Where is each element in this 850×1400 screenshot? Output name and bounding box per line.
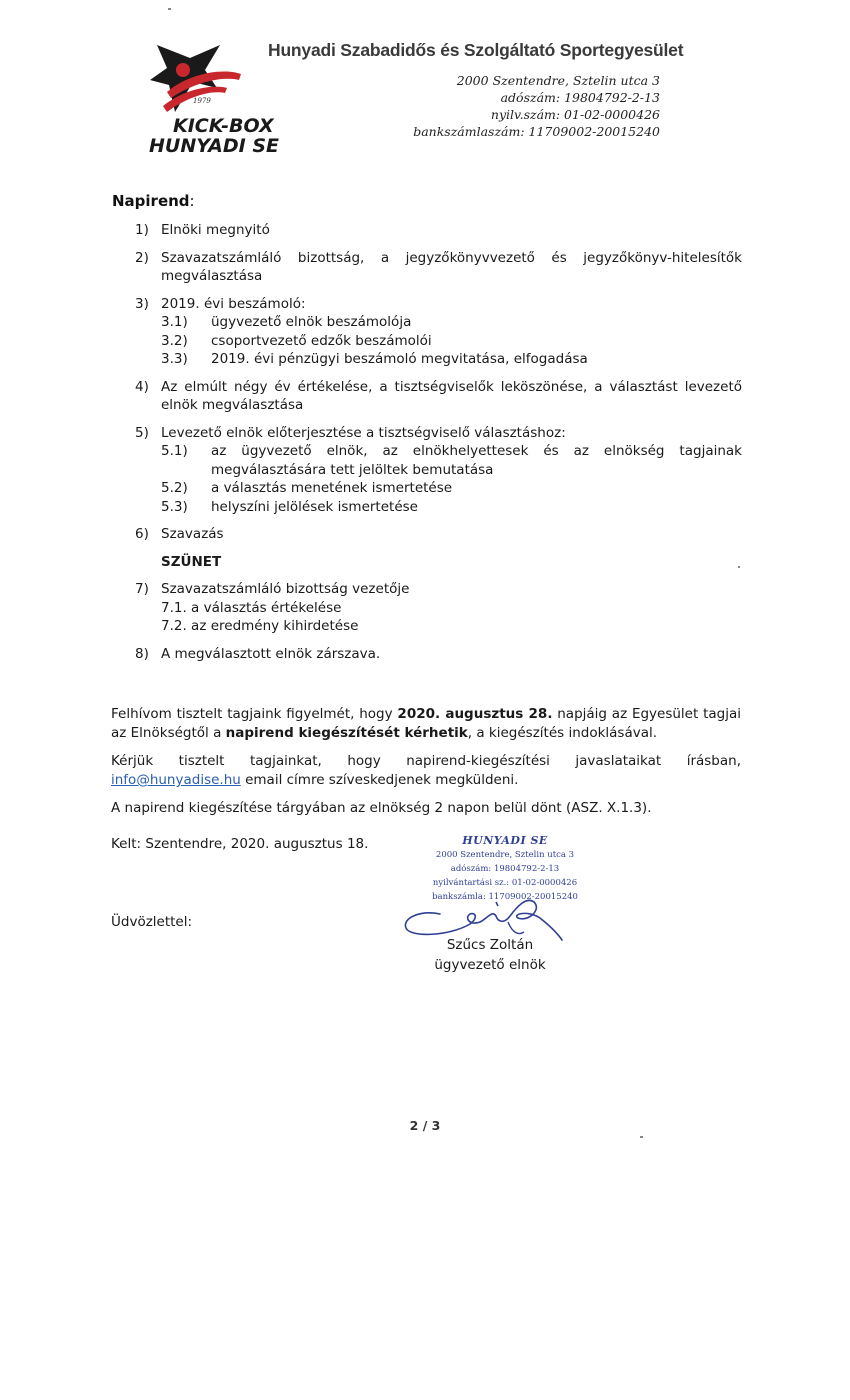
org-tax-number: adószám: 19804792-2-13	[500, 90, 660, 105]
agenda-subitem-number: 5.1)	[161, 443, 188, 459]
scan-speck	[168, 8, 171, 10]
agenda-subitem-text: helyszíni jelölések ismertetése	[211, 498, 418, 515]
stamp-line: 2000 Szentendre, Sztelin utca 3	[435, 850, 575, 860]
agenda-pause: SZÜNET	[161, 553, 222, 570]
agenda-subitem-text: a választás menetének ismertetése	[211, 480, 453, 496]
agenda-subitem-number: 5.2)	[161, 480, 188, 496]
blank-area	[0, 1155, 850, 1400]
agenda-subitem-number: 5.3)	[161, 498, 188, 515]
stamp-line: bankszámla: 11709002-20015240	[432, 892, 578, 902]
agenda-item	[135, 424, 742, 517]
org-registry: nyilv.szám: 01-02-0000426	[490, 107, 660, 122]
logo-line-2: HUNYADI SE	[149, 135, 279, 155]
agenda-title: Napirend	[112, 192, 190, 210]
agenda-subitem-text: az ügyvezető elnök, az elnökhelyettesek és az elnökség tagjainak megválasztására tett jelöltek bemutatása	[211, 443, 742, 478]
deadline-date: 2020. augusztus 28.	[397, 706, 553, 722]
agenda-item	[135, 580, 742, 636]
org-bank-account: bankszámlaszám: 11709002-20015240	[413, 124, 660, 139]
agenda-subitem	[161, 479, 742, 498]
club-logo	[145, 40, 285, 155]
agenda-item-text: Levezető elnök előterjesztése a tisztségviselő választáshoz:	[161, 424, 566, 441]
org-address: 2000 Szentendre, Sztelin utca 3	[456, 73, 660, 88]
signer-title: ügyvezető elnök	[434, 957, 546, 973]
organization-info	[413, 72, 660, 140]
stamp-title: HUNYADI SE	[462, 834, 548, 847]
stamp-line: adószám: 19804792-2-13	[450, 864, 560, 874]
agenda-item	[135, 295, 742, 369]
agenda-item	[135, 378, 742, 415]
stamp-line: nyilvántartási sz.: 01-02-0000426	[432, 878, 578, 888]
agenda-item-number: 8)	[135, 645, 149, 662]
page-number: 2 / 3	[409, 1118, 441, 1133]
kickbox-logo-icon	[145, 40, 285, 155]
dated-line: Kelt: Szentendre, 2020. augusztus 18.	[111, 836, 369, 852]
agenda-list	[135, 221, 742, 672]
agenda-item-number: 6)	[135, 526, 149, 542]
text-run: , a kiegészítés indoklásával.	[467, 725, 658, 741]
agenda-item	[135, 221, 742, 240]
agenda-subitem-text: ügyvezető elnök beszámolója	[211, 314, 412, 330]
agenda-subitem-number: 3.3)	[161, 351, 188, 367]
agenda-item-number: 3)	[135, 295, 149, 312]
notice-body	[111, 705, 741, 827]
agenda-subitem	[161, 442, 742, 479]
agenda-item-text: A megválasztott elnök zárszava.	[161, 645, 381, 662]
greeting: Üdvözlettel:	[111, 914, 193, 930]
agenda-item-number: 5)	[135, 424, 149, 441]
agenda-item-number: 4)	[135, 378, 149, 395]
agenda-item-number: 7)	[135, 581, 149, 597]
agenda-heading	[112, 192, 195, 210]
organization-name: Hunyadi Szabadidős és Szolgáltató Sportegyesület	[268, 40, 684, 60]
text-run: email címre szíveskedjenek megküldeni.	[240, 772, 519, 788]
notice-paragraph-2	[111, 752, 741, 790]
text-run: Kérjük tisztelt tagjainkat, hogy napirend-kiegészítési javaslataikat írásban,	[111, 753, 741, 769]
agenda-colon: :	[189, 192, 195, 210]
agenda-item	[135, 525, 742, 544]
agenda-item	[135, 645, 742, 664]
email-link[interactable]: info@hunyadise.hu	[111, 772, 241, 788]
agenda-subitem-number: 3.1)	[161, 314, 188, 330]
agenda-item-text: 2019. évi beszámoló:	[161, 295, 306, 312]
agenda-item-number: 2)	[135, 249, 149, 266]
signer-name: Szűcs Zoltán	[446, 937, 534, 953]
logo-line-1: KICK-BOX	[173, 115, 274, 137]
notice-paragraph-1	[111, 705, 741, 743]
agenda-item-text: Elnöki megnyitó	[161, 222, 270, 238]
agenda-subitem-text: 2019. évi pénzügyi beszámoló megvitatása, elfogadása	[211, 351, 588, 367]
agenda-subitem	[161, 498, 742, 517]
text-run: napjáig az Egyesület tagjai az Elnökségtől a	[111, 706, 741, 741]
signer-block	[410, 935, 570, 975]
agenda-subitem-text: 7.1. a választás értékelése	[161, 599, 342, 616]
agenda-subitem	[161, 350, 742, 369]
agenda-subitem	[161, 332, 742, 351]
agenda-item	[135, 249, 742, 286]
agenda-item-text: Szavazatszámláló bizottság vezetője	[161, 581, 410, 597]
agenda-item-text: Szavazatszámláló bizottság, a jegyzőkönyvvezető és jegyzőkönyv-hitelesítők megválasztása	[161, 249, 742, 284]
agenda-subitem-number: 3.2)	[161, 332, 188, 349]
notice-paragraph-3: A napirend kiegészítése tárgyában az elnökség 2 napon belül dönt (ASZ. X.1.3).	[111, 800, 652, 816]
emphasis-text: napirend kiegészítését kérhetik	[225, 725, 468, 741]
text-run: Felhívom tisztelt tagjaink figyelmét, hogy	[111, 706, 398, 722]
scan-speck	[738, 566, 740, 568]
logo-year: 1979	[193, 97, 211, 105]
agenda-item-number: 1)	[135, 222, 149, 238]
agenda-subitem	[161, 313, 742, 332]
agenda-subitem-text: csoportvezető edzők beszámolói	[211, 332, 432, 349]
agenda-item-text: Az elmúlt négy év értékelése, a tisztségviselők leköszönése, a választást levezető elnök megválasztása	[161, 378, 742, 413]
scan-speck	[640, 1136, 643, 1138]
agenda-subitem-text: 7.2. az eredmény kihirdetése	[161, 618, 359, 634]
agenda-item-text: Szavazás	[161, 526, 224, 542]
